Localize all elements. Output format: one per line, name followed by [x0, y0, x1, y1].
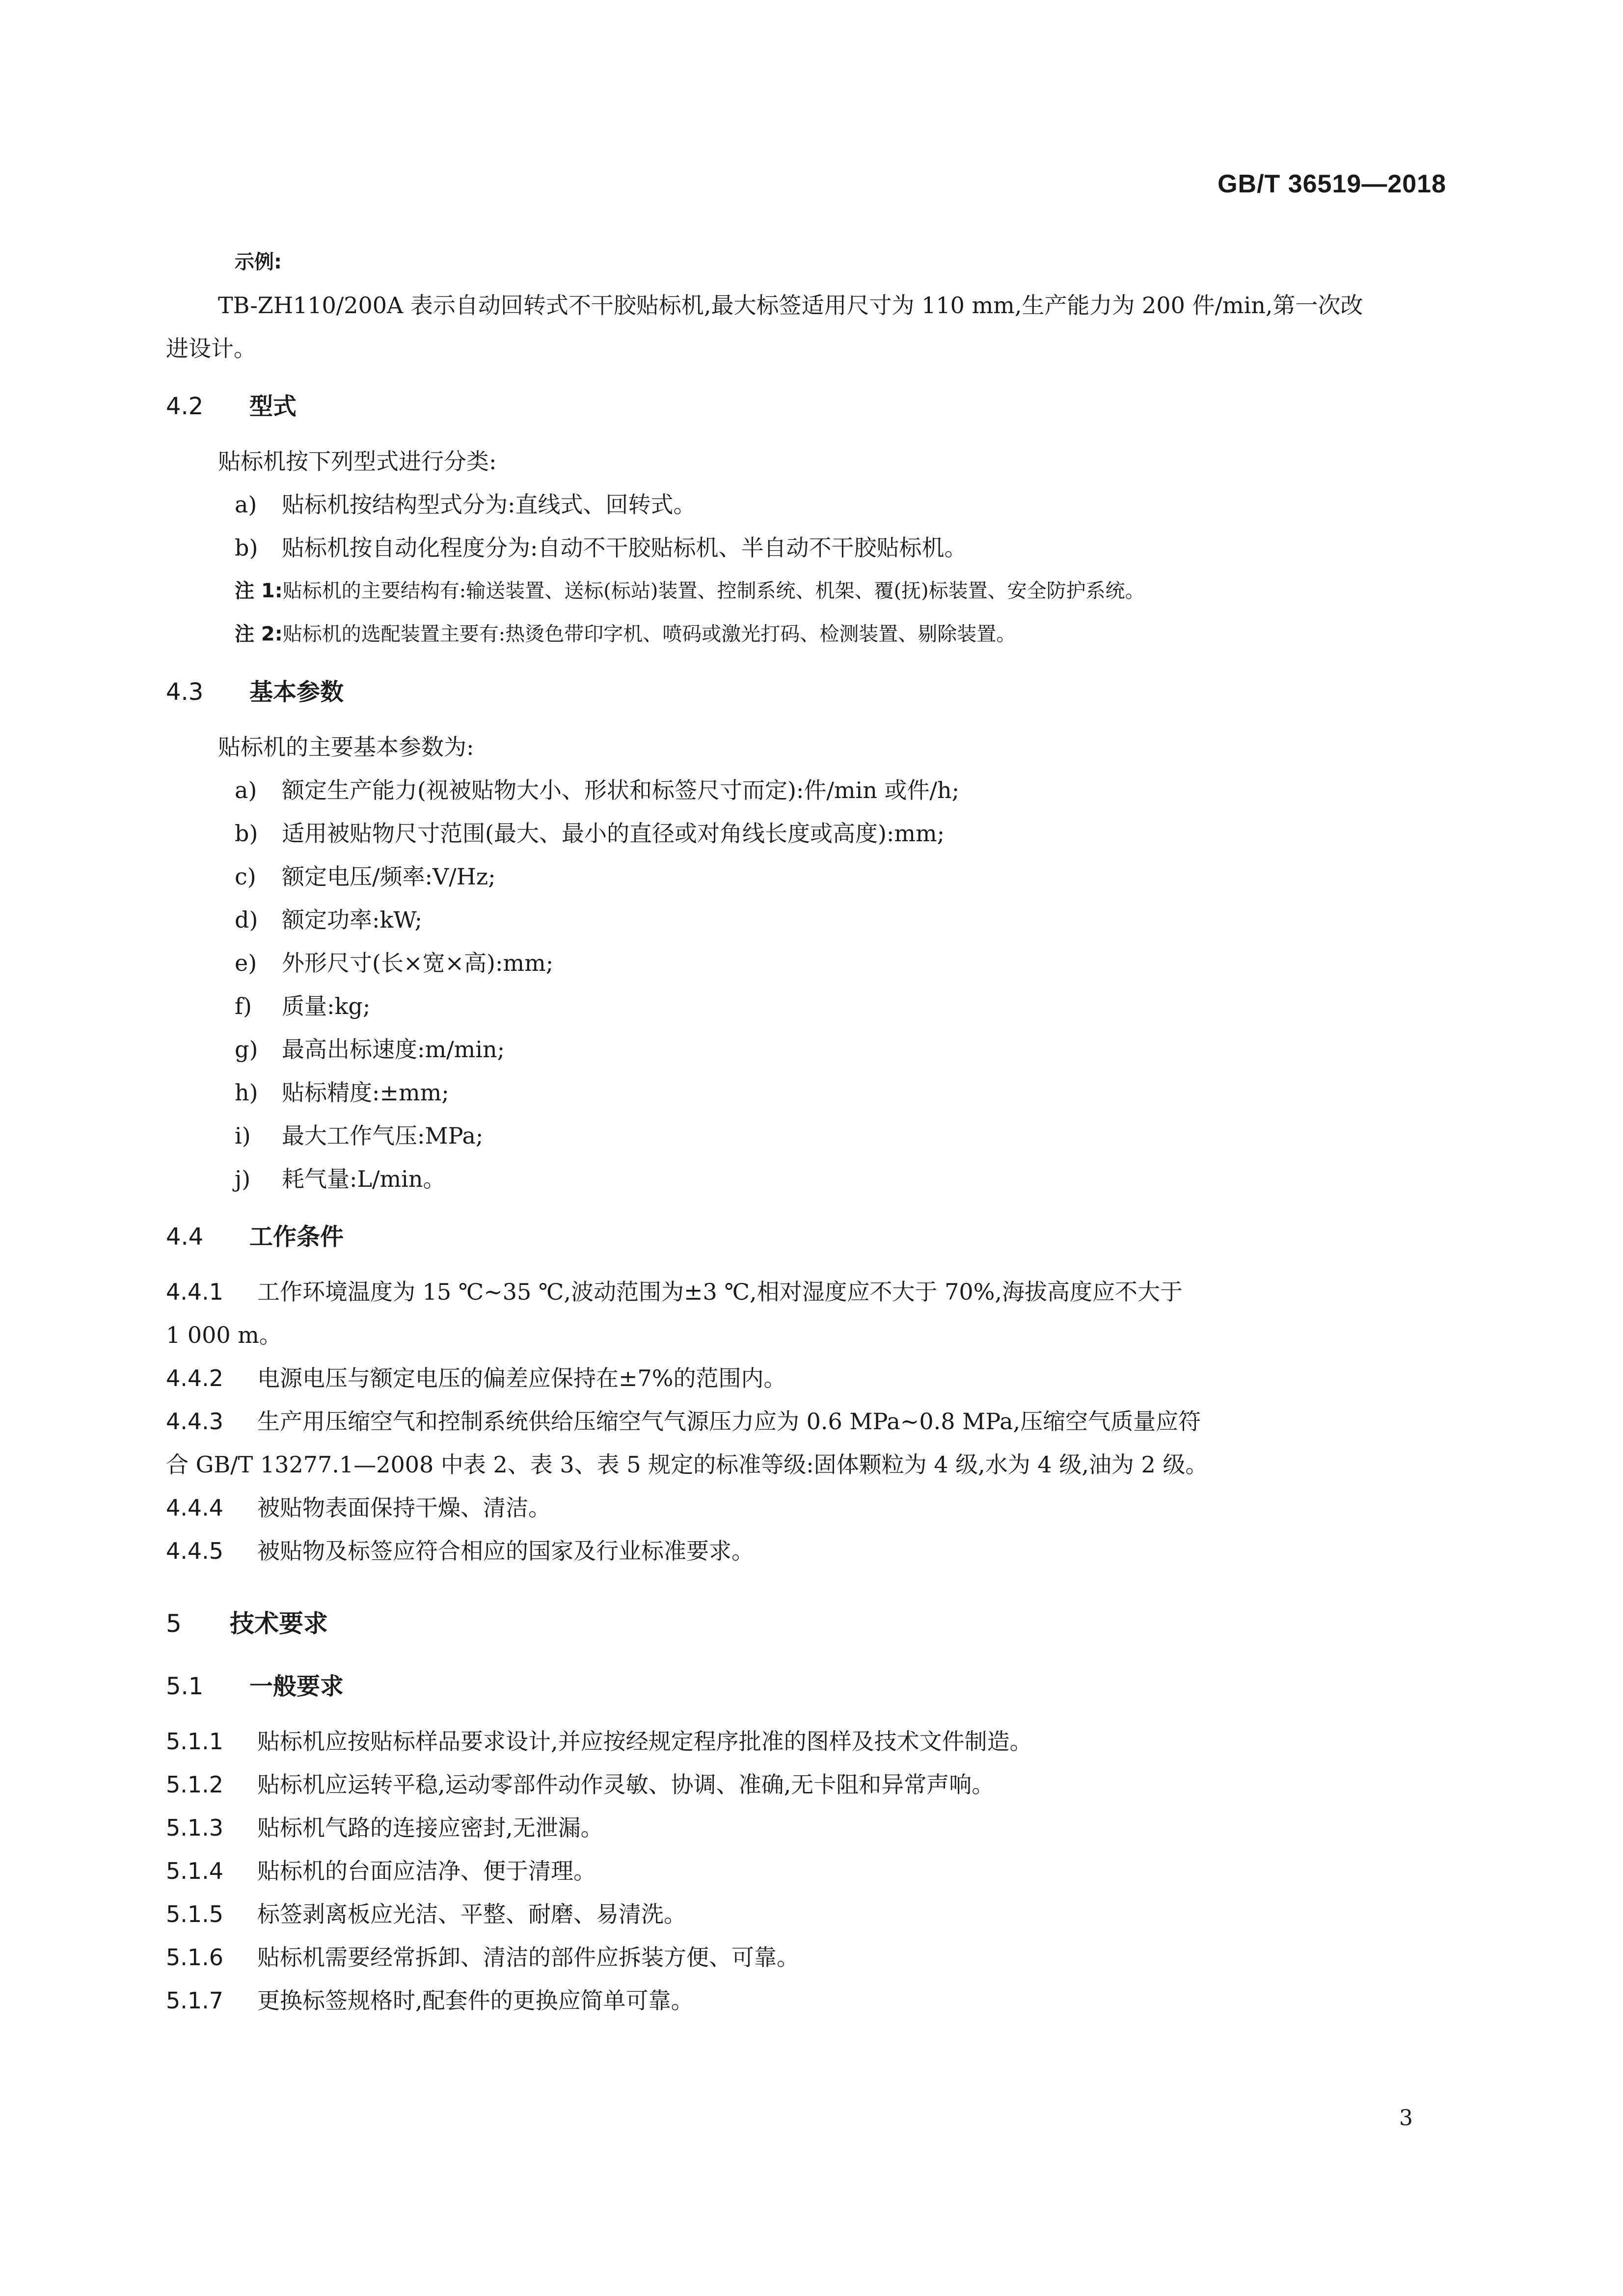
chapter-number: 5 — [166, 1609, 182, 1638]
note-label: 注 2: — [235, 623, 283, 645]
clause-number: 4.4.1 — [166, 1279, 224, 1305]
list-item — [166, 1071, 1452, 1114]
note-label: 注 1: — [235, 580, 283, 602]
clause-number: 4.4.5 — [166, 1538, 224, 1564]
clause-text: 贴标机需要经常拆卸、清洁的部件应拆装方便、可靠。 — [257, 1944, 799, 1971]
list-text: 额定生产能力(视被贴物大小、形状和标签尺寸而定):件/min 或件/h; — [282, 777, 960, 803]
page-content — [166, 240, 1452, 2022]
list-text: 耗气量:L/min。 — [282, 1166, 446, 1192]
list-marker: j) — [235, 1166, 251, 1192]
clause — [166, 1979, 1452, 2022]
list-item — [166, 941, 1452, 985]
list-item — [166, 1157, 1452, 1201]
list-text: 贴标机按自动化程度分为:自动不干胶贴标机、半自动不干胶贴标机。 — [282, 534, 967, 561]
section-number: 5.1 — [166, 1673, 204, 1700]
list-marker: c) — [235, 863, 256, 890]
clause-number: 4.4.4 — [166, 1495, 224, 1521]
clause — [166, 1486, 1452, 1529]
clause-text: 工作环境温度为 15 ℃~35 ℃,波动范围为±3 ℃,相对湿度应不大于 70%,海拔高度应不大于 — [257, 1279, 1183, 1305]
section-4-4-heading — [166, 1215, 1452, 1258]
list-item — [166, 1114, 1452, 1157]
list-item — [166, 855, 1452, 898]
section-4-2-intro: 贴标机按下列型式进行分类: — [218, 448, 497, 475]
list-item — [166, 769, 1452, 812]
clause-continuation: 合 GB/T 13277.1—2008 中表 2、表 3、表 5 规定的标准等级:固体颗粒为 4 级,水为 4 级,油为 2 级。 — [166, 1451, 1208, 1478]
list-text: 外形尺寸(长×宽×高):mm; — [282, 950, 554, 976]
chapter-5-heading — [166, 1602, 1452, 1645]
section-number: 4.2 — [166, 393, 204, 420]
clause-number: 5.1.1 — [166, 1728, 224, 1755]
clause-number: 5.1.5 — [166, 1901, 224, 1927]
clause — [166, 1806, 1452, 1849]
clause-number: 5.1.4 — [166, 1858, 224, 1884]
section-title: 工作条件 — [249, 1223, 344, 1251]
list-text: 贴标机按结构型式分为:直线式、回转式。 — [282, 491, 696, 518]
list-marker: d) — [235, 907, 258, 933]
section-title: 一般要求 — [249, 1673, 344, 1700]
clause — [166, 1529, 1452, 1573]
clause — [166, 1357, 1452, 1400]
list-item — [166, 526, 1452, 569]
list-item — [166, 898, 1452, 941]
clause-continuation: 1 000 m。 — [166, 1322, 282, 1348]
list-marker: e) — [235, 950, 257, 976]
clause — [166, 1849, 1452, 1893]
clause — [166, 1893, 1452, 1936]
chapter-title: 技术要求 — [230, 1609, 328, 1638]
list-marker: a) — [235, 491, 257, 518]
clause-number: 4.4.2 — [166, 1365, 224, 1391]
clause-text: 贴标机应运转平稳,运动零部件动作灵敏、协调、准确,无卡阻和异常声响。 — [257, 1771, 995, 1798]
clause-text: 更换标签规格时,配套件的更换应简单可靠。 — [257, 1987, 694, 2014]
example-label: 示例: — [235, 251, 282, 273]
list-marker: i) — [235, 1122, 251, 1149]
example-text-line-1: TB-ZH110/200A 表示自动回转式不干胶贴标机,最大标签适用尺寸为 110 mm,生产能力为 200 件/min,第一次改 — [218, 292, 1363, 319]
list-text: 额定电压/频率:V/Hz; — [282, 863, 496, 890]
section-4-2-heading — [166, 385, 1452, 428]
list-marker: g) — [235, 1036, 258, 1063]
clause-number: 5.1.2 — [166, 1771, 224, 1798]
note-text: 贴标机的主要结构有:输送装置、送标(标站)装置、控制系统、机架、覆(抚)标装置、安全防护系统。 — [282, 580, 1145, 602]
clause-text: 生产用压缩空气和控制系统供给压缩空气气源压力应为 0.6 MPa~0.8 MPa,压缩空气质量应符 — [257, 1408, 1201, 1435]
section-5-1-heading — [166, 1665, 1452, 1708]
page-number: 3 — [1399, 2106, 1413, 2131]
section-title: 基本参数 — [249, 678, 344, 706]
list-text: 最高出标速度:m/min; — [282, 1036, 505, 1063]
standard-code: GB/T 36519—2018 — [1217, 170, 1446, 198]
note — [166, 613, 1452, 656]
clause-text: 贴标机气路的连接应密封,无泄漏。 — [257, 1815, 603, 1841]
section-number: 4.4 — [166, 1223, 204, 1251]
list-marker: h) — [235, 1079, 258, 1106]
section-4-3-intro: 贴标机的主要基本参数为: — [218, 734, 474, 760]
clause-text: 贴标机的台面应洁净、便于清理。 — [257, 1858, 596, 1884]
clause-text: 电源电压与额定电压的偏差应保持在±7%的范围内。 — [257, 1365, 786, 1391]
section-number: 4.3 — [166, 678, 204, 706]
section-title: 型式 — [249, 393, 297, 420]
clause-text: 贴标机应按贴标样品要求设计,并应按经规定程序批准的图样及技术文件制造。 — [257, 1728, 1032, 1755]
clause — [166, 1720, 1452, 1763]
clause — [166, 1400, 1452, 1443]
list-item — [166, 985, 1452, 1028]
clause-text: 被贴物及标签应符合相应的国家及行业标准要求。 — [257, 1538, 754, 1564]
list-text: 质量:kg; — [282, 993, 371, 1019]
clause — [166, 1936, 1452, 1979]
list-marker: a) — [235, 777, 257, 803]
clause-text: 被贴物表面保持干燥、清洁。 — [257, 1495, 551, 1521]
list-item — [166, 483, 1452, 526]
section-4-3-heading — [166, 670, 1452, 714]
clause-number: 5.1.7 — [166, 1987, 224, 2014]
clause-number: 5.1.6 — [166, 1944, 224, 1971]
list-marker: f) — [235, 993, 252, 1019]
list-item — [166, 1028, 1452, 1071]
clause — [166, 1270, 1452, 1313]
list-item — [166, 812, 1452, 855]
clause-number: 5.1.3 — [166, 1815, 224, 1841]
clause — [166, 1763, 1452, 1806]
list-text: 适用被贴物尺寸范围(最大、最小的直径或对角线长度或高度):mm; — [282, 820, 945, 847]
clause-text: 标签剥离板应光洁、平整、耐磨、易清洗。 — [257, 1901, 686, 1927]
list-marker: b) — [235, 820, 258, 847]
list-text: 贴标精度:±mm; — [282, 1079, 449, 1106]
list-text: 额定功率:kW; — [282, 907, 423, 933]
list-text: 最大工作气压:MPa; — [282, 1122, 484, 1149]
example-text-line-2: 进设计。 — [166, 335, 256, 362]
clause-number: 4.4.3 — [166, 1408, 224, 1435]
note-text: 贴标机的选配装置主要有:热烫色带印字机、喷码或激光打码、检测装置、剔除装置。 — [282, 623, 1016, 645]
note — [166, 569, 1452, 613]
list-marker: b) — [235, 534, 258, 561]
